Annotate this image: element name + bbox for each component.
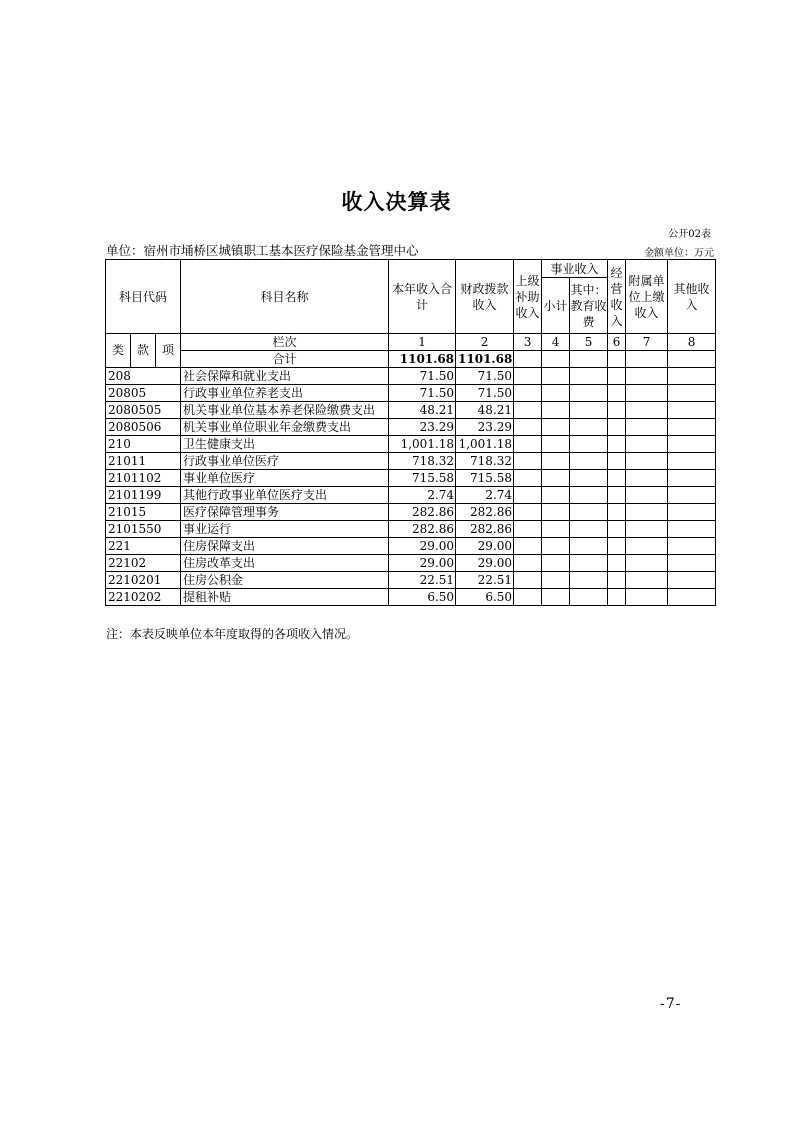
header-row-1 <box>106 260 716 278</box>
subject-code: 221 <box>106 538 181 555</box>
fiscal-value: 29.00 <box>456 538 514 555</box>
fiscal-value: 718.32 <box>456 453 514 470</box>
empty-cell <box>668 436 716 453</box>
empty-cell <box>514 419 542 436</box>
empty-cell <box>542 555 570 572</box>
column-label: 栏次 <box>181 334 389 351</box>
header-total-income: 本年收入合计 <box>389 260 456 334</box>
subject-code: 2080505 <box>106 402 181 419</box>
total-income-value: 29.00 <box>389 555 456 572</box>
empty-cell <box>570 589 608 606</box>
empty-cell <box>668 453 716 470</box>
table-row <box>106 504 716 521</box>
header-kuan: 款 <box>131 334 156 368</box>
subject-name: 住房保障支出 <box>181 538 389 555</box>
empty-cell <box>626 470 668 487</box>
empty-cell <box>608 368 626 385</box>
subject-code: 2210202 <box>106 589 181 606</box>
empty-cell <box>570 487 608 504</box>
empty-cell <box>668 487 716 504</box>
total-income-value: 282.86 <box>389 504 456 521</box>
fiscal-value: 715.58 <box>456 470 514 487</box>
header-superior-subsidy: 上级补助收入 <box>514 260 542 334</box>
header-subtotal: 小计 <box>542 278 570 334</box>
table-row <box>106 521 716 538</box>
empty-cell <box>668 385 716 402</box>
subject-code: 210 <box>106 436 181 453</box>
empty-cell <box>514 589 542 606</box>
total-fiscal-value: 1101.68 <box>456 351 514 368</box>
table-row <box>106 368 716 385</box>
total-label: 合计 <box>181 351 389 368</box>
empty-cell <box>608 572 626 589</box>
empty-cell <box>626 589 668 606</box>
empty-cell <box>514 572 542 589</box>
total-income-value: 71.50 <box>389 368 456 385</box>
empty-cell <box>542 351 570 368</box>
fiscal-value: 71.50 <box>456 368 514 385</box>
col-number: 2 <box>456 334 514 351</box>
amount-unit: 金额单位：万元 <box>644 248 714 259</box>
subject-name: 提租补贴 <box>181 589 389 606</box>
header-xiang: 项 <box>156 334 181 368</box>
empty-cell <box>514 453 542 470</box>
table-row <box>106 572 716 589</box>
subject-name: 行政事业单位医疗 <box>181 453 389 470</box>
subject-name: 机关事业单位基本养老保险缴费支出 <box>181 402 389 419</box>
empty-cell <box>570 402 608 419</box>
total-income-value: 1101.68 <box>389 351 456 368</box>
header-subject-name: 科目名称 <box>181 260 389 334</box>
empty-cell <box>570 521 608 538</box>
total-income-value: 2.74 <box>389 487 456 504</box>
empty-cell <box>542 385 570 402</box>
empty-cell <box>668 402 716 419</box>
empty-cell <box>514 487 542 504</box>
empty-cell <box>608 589 626 606</box>
unit-label: 单位：宿州市埇桥区城镇职工基本医疗保险基金管理中心 <box>106 243 419 258</box>
empty-cell <box>514 504 542 521</box>
empty-cell <box>626 572 668 589</box>
empty-cell <box>626 419 668 436</box>
empty-cell <box>542 487 570 504</box>
subject-name: 社会保障和就业支出 <box>181 368 389 385</box>
empty-cell <box>542 572 570 589</box>
empty-cell <box>626 487 668 504</box>
empty-cell <box>514 521 542 538</box>
header-operating: 经营收入 <box>608 260 626 334</box>
empty-cell <box>570 436 608 453</box>
table-row <box>106 453 716 470</box>
empty-cell <box>626 521 668 538</box>
total-income-value: 718.32 <box>389 453 456 470</box>
table-row <box>106 538 716 555</box>
empty-cell <box>626 351 668 368</box>
subject-name: 住房改革支出 <box>181 555 389 572</box>
empty-cell <box>608 470 626 487</box>
total-income-value: 282.86 <box>389 521 456 538</box>
subject-name: 住房公积金 <box>181 572 389 589</box>
empty-cell <box>570 351 608 368</box>
empty-cell <box>668 572 716 589</box>
empty-cell <box>542 589 570 606</box>
col-number: 3 <box>514 334 542 351</box>
total-income-value: 1,001.18 <box>389 436 456 453</box>
empty-cell <box>608 351 626 368</box>
subject-code: 2101550 <box>106 521 181 538</box>
empty-cell <box>608 487 626 504</box>
table-row <box>106 555 716 572</box>
empty-cell <box>608 402 626 419</box>
empty-cell <box>570 504 608 521</box>
column-number-row <box>106 334 716 351</box>
subject-name: 事业运行 <box>181 521 389 538</box>
empty-cell <box>514 402 542 419</box>
subject-code: 22102 <box>106 555 181 572</box>
empty-cell <box>542 538 570 555</box>
empty-cell <box>608 419 626 436</box>
empty-cell <box>668 504 716 521</box>
empty-cell <box>608 385 626 402</box>
fiscal-value: 48.21 <box>456 402 514 419</box>
table-row <box>106 419 716 436</box>
empty-cell <box>542 521 570 538</box>
page-number: -7- <box>660 996 682 1012</box>
header-affiliated: 附属单位上缴收入 <box>626 260 668 334</box>
header-fiscal: 财政拨款收入 <box>456 260 514 334</box>
empty-cell <box>570 385 608 402</box>
empty-cell <box>626 385 668 402</box>
col-number: 1 <box>389 334 456 351</box>
empty-cell <box>514 555 542 572</box>
empty-cell <box>626 453 668 470</box>
header-education-fee: 其中：教育收费 <box>570 278 608 334</box>
subject-code: 208 <box>106 368 181 385</box>
form-number: 公开02表 <box>668 229 711 240</box>
empty-cell <box>542 436 570 453</box>
empty-cell <box>608 453 626 470</box>
total-income-value: 6.50 <box>389 589 456 606</box>
empty-cell <box>626 504 668 521</box>
subject-code: 2080506 <box>106 419 181 436</box>
fiscal-value: 23.29 <box>456 419 514 436</box>
total-row <box>106 351 716 368</box>
fiscal-value: 6.50 <box>456 589 514 606</box>
subject-name: 卫生健康支出 <box>181 436 389 453</box>
empty-cell <box>514 470 542 487</box>
empty-cell <box>514 538 542 555</box>
subject-name: 事业单位医疗 <box>181 470 389 487</box>
subject-name: 行政事业单位养老支出 <box>181 385 389 402</box>
empty-cell <box>514 351 542 368</box>
subject-code: 2101102 <box>106 470 181 487</box>
empty-cell <box>608 538 626 555</box>
empty-cell <box>668 589 716 606</box>
total-income-value: 48.21 <box>389 402 456 419</box>
fiscal-value: 282.86 <box>456 521 514 538</box>
empty-cell <box>668 521 716 538</box>
fiscal-value: 22.51 <box>456 572 514 589</box>
fiscal-value: 2.74 <box>456 487 514 504</box>
subject-code: 21011 <box>106 453 181 470</box>
empty-cell <box>570 470 608 487</box>
fiscal-value: 282.86 <box>456 504 514 521</box>
empty-cell <box>626 555 668 572</box>
table-row <box>106 589 716 606</box>
data-rows <box>106 368 716 606</box>
empty-cell <box>608 521 626 538</box>
empty-cell <box>542 470 570 487</box>
page-title: 收入决算表 <box>341 190 452 214</box>
empty-cell <box>570 538 608 555</box>
empty-cell <box>668 351 716 368</box>
table-row <box>106 487 716 504</box>
subject-name: 医疗保障管理事务 <box>181 504 389 521</box>
subject-code: 2210201 <box>106 572 181 589</box>
empty-cell <box>542 368 570 385</box>
subject-code: 2101199 <box>106 487 181 504</box>
subject-name: 其他行政事业单位医疗支出 <box>181 487 389 504</box>
fiscal-value: 29.00 <box>456 555 514 572</box>
total-income-value: 29.00 <box>389 538 456 555</box>
empty-cell <box>570 419 608 436</box>
subject-code: 21015 <box>106 504 181 521</box>
empty-cell <box>608 555 626 572</box>
empty-cell <box>514 368 542 385</box>
col-number: 8 <box>668 334 716 351</box>
empty-cell <box>570 453 608 470</box>
fiscal-value: 1,001.18 <box>456 436 514 453</box>
table-row <box>106 470 716 487</box>
table-body <box>106 260 716 368</box>
col-number: 4 <box>542 334 570 351</box>
empty-cell <box>626 436 668 453</box>
empty-cell <box>668 470 716 487</box>
empty-cell <box>542 402 570 419</box>
empty-cell <box>668 419 716 436</box>
empty-cell <box>542 419 570 436</box>
table-note: 注：本表反映单位本年度取得的各项收入情况。 <box>106 627 359 641</box>
empty-cell <box>668 555 716 572</box>
table-row <box>106 385 716 402</box>
empty-cell <box>608 504 626 521</box>
table-row <box>106 402 716 419</box>
empty-cell <box>608 436 626 453</box>
empty-cell <box>626 402 668 419</box>
empty-cell <box>626 368 668 385</box>
header-other: 其他收入 <box>668 260 716 334</box>
empty-cell <box>668 538 716 555</box>
col-number: 6 <box>608 334 626 351</box>
subject-code: 20805 <box>106 385 181 402</box>
header-business-income: 事业收入 <box>542 260 608 278</box>
empty-cell <box>542 453 570 470</box>
col-number: 5 <box>570 334 608 351</box>
col-number: 7 <box>626 334 668 351</box>
income-table <box>105 259 716 606</box>
table-row <box>106 436 716 453</box>
header-subject-code: 科目代码 <box>106 260 181 334</box>
empty-cell <box>626 538 668 555</box>
empty-cell <box>542 504 570 521</box>
empty-cell <box>570 572 608 589</box>
total-income-value: 715.58 <box>389 470 456 487</box>
empty-cell <box>570 368 608 385</box>
total-income-value: 71.50 <box>389 385 456 402</box>
empty-cell <box>570 555 608 572</box>
empty-cell <box>514 385 542 402</box>
total-income-value: 23.29 <box>389 419 456 436</box>
header-lei: 类 <box>106 334 131 368</box>
fiscal-value: 71.50 <box>456 385 514 402</box>
subject-name: 机关事业单位职业年金缴费支出 <box>181 419 389 436</box>
total-income-value: 22.51 <box>389 572 456 589</box>
empty-cell <box>668 368 716 385</box>
empty-cell <box>514 436 542 453</box>
